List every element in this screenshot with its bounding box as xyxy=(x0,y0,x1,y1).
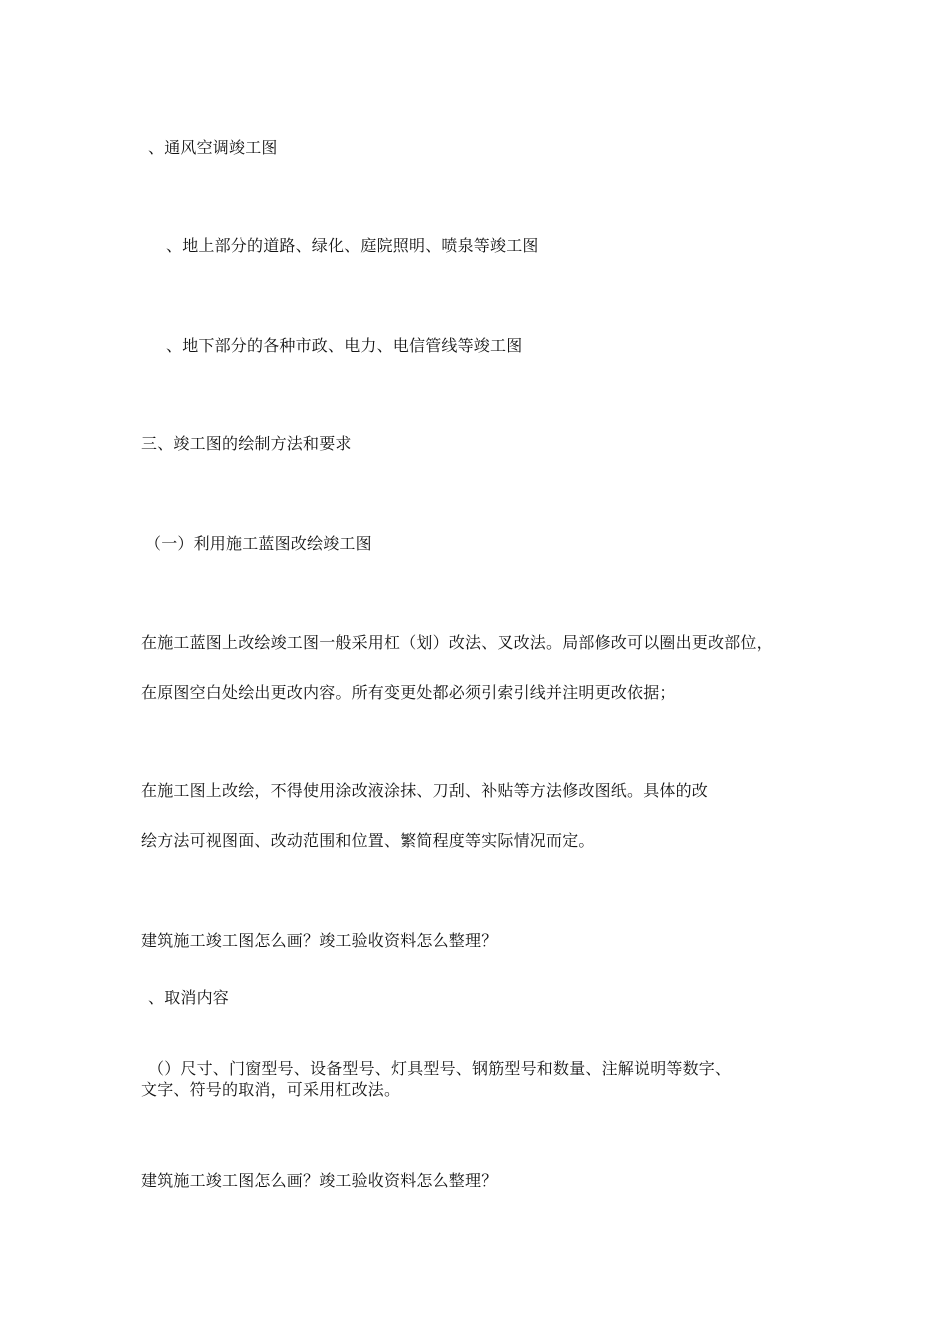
list-item-hvac-drawings: 、通风空调竣工图 xyxy=(148,138,278,157)
repeated-question-line: 建筑施工竣工图怎么画？竣工验收资料怎么整理？ xyxy=(141,931,498,950)
paragraph-line: 文字、符号的取消，可采用杠改法。 xyxy=(141,1080,401,1099)
subsection-heading-blueprint: （一）利用施工蓝图改绘竣工图 xyxy=(145,534,372,553)
paragraph-line: 在施工蓝图上改绘竣工图一般采用杠（划）改法、叉改法。局部修改可以圈出更改部位， xyxy=(141,633,773,652)
paragraph-line: 在原图空白处绘出更改内容。所有变更处都必须引索引线并注明更改依据； xyxy=(141,683,676,702)
repeated-question-line: 建筑施工竣工图怎么画？竣工验收资料怎么整理？ xyxy=(141,1171,498,1190)
paragraph-line: 绘方法可视图面、改动范围和位置、繁简程度等实际情况而定。 xyxy=(141,831,595,850)
list-item-cancel-content: 、取消内容 xyxy=(148,988,230,1007)
list-item-underground-drawings: 、地下部分的各种市政、电力、电信管线等竣工图 xyxy=(166,336,523,355)
paragraph-line: 在施工图上改绘，不得使用涂改液涂抹、刀刮、补贴等方法修改图纸。具体的改 xyxy=(141,781,709,800)
section-heading-drawing-methods: 三、竣工图的绘制方法和要求 xyxy=(141,434,352,453)
paragraph-line: （）尺寸、门窗型号、设备型号、灯具型号、钢筋型号和数量、注解说明等数字、 xyxy=(148,1059,732,1078)
list-item-above-ground-drawings: 、地上部分的道路、绿化、庭院照明、喷泉等竣工图 xyxy=(166,236,539,255)
